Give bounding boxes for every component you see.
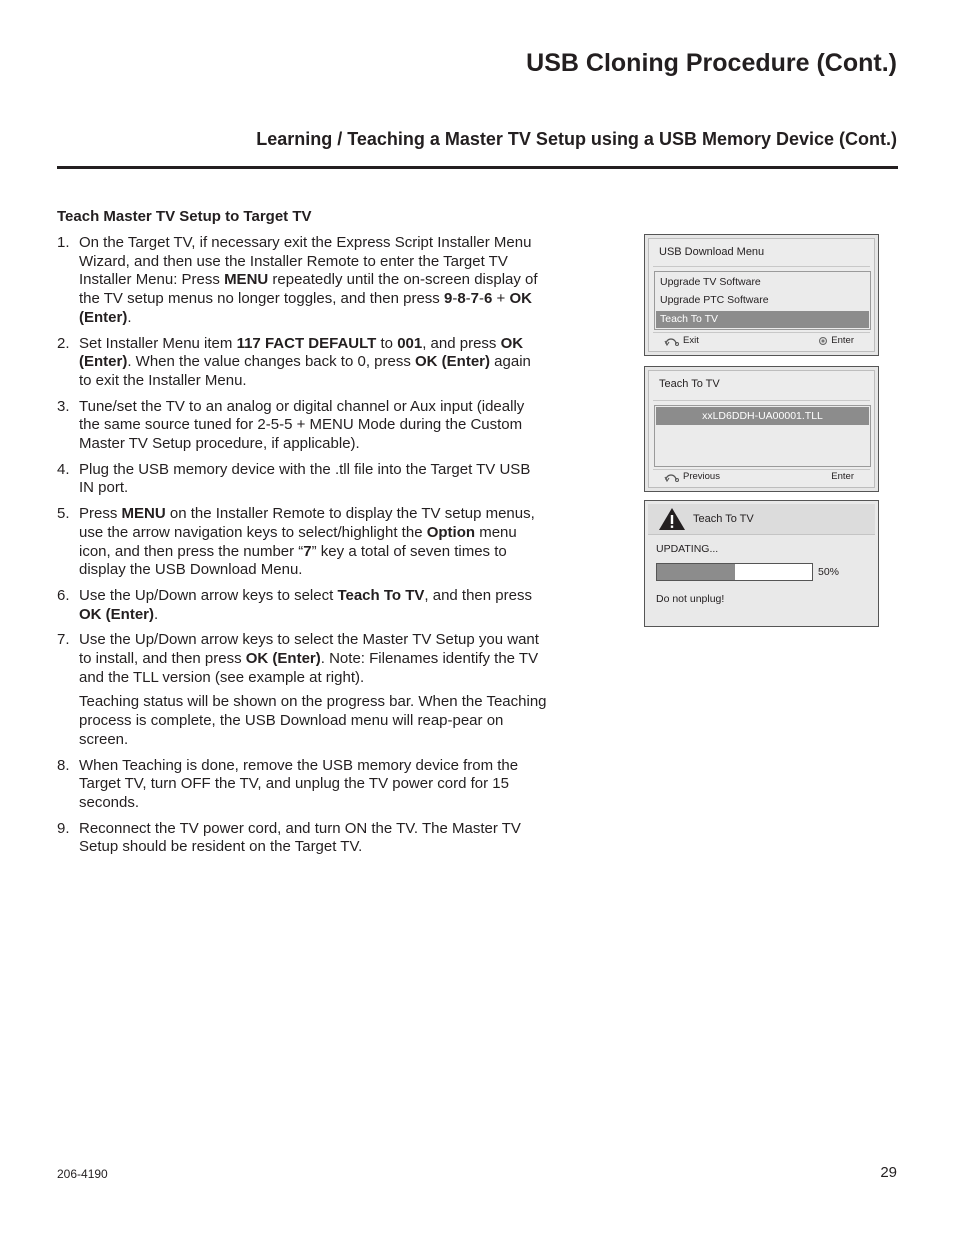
step-number: 5. [57, 505, 70, 523]
step-note: Teaching status will be shown on the progress bar. When the Teaching process is complete, the USB Download menu will reap-pear on screen. [79, 693, 547, 748]
osd-divider [653, 266, 870, 267]
step-number: 3. [57, 397, 70, 415]
step-item [57, 820, 547, 857]
enter-label: Enter [831, 335, 854, 346]
step-item [57, 505, 547, 580]
step-item [57, 631, 547, 749]
document-number: 206-4190 [57, 1167, 108, 1181]
step-number: 1. [57, 234, 70, 251]
menu-item-upgrade-tv-software[interactable]: Upgrade TV Software [660, 276, 761, 288]
step-number: 6. [57, 586, 70, 604]
enter-label: Enter [831, 471, 854, 482]
progress-title: Teach To TV [693, 513, 754, 525]
step-number: 7. [57, 631, 70, 649]
step-text: When Teaching is done, remove the USB memory device from the Target TV, turn OFF the TV, and unplug the TV power cord for 15 seconds. [79, 756, 519, 811]
file-item[interactable]: xxLD6DDH-UA00001.TLL [656, 407, 869, 425]
steps-list [57, 234, 547, 864]
step-number: 2. [57, 334, 70, 352]
step-text: Tune/set the TV to an analog or digital channel or Aux input (ideally the same source tuned for 2-5-5 + MENU Mode during the Custom Master TV Setup procedure, if applicable). [79, 397, 525, 453]
previous-label: Previous [683, 471, 720, 482]
page-title: USB Cloning Procedure (Cont.) [526, 49, 897, 77]
usb-download-menu-screen [644, 234, 879, 356]
step-text: Use the Up/Down arrow keys to select the Master TV Setup you want to install, and then press OK (Enter). Note: Filenames identify the TV and the TLL version (see example at right). [79, 631, 539, 686]
subhead: Teach Master TV Setup to Target TV [57, 208, 312, 225]
step-text: Plug the USB memory device with the .tll file into the Target TV USB IN port. [79, 460, 531, 497]
osd-divider [653, 332, 870, 333]
progress-fill [657, 564, 735, 580]
exit-label: Exit [683, 335, 699, 346]
step-number: 4. [57, 460, 70, 478]
osd-panel [648, 238, 875, 352]
step-number: 9. [57, 819, 70, 837]
step-item [57, 234, 547, 328]
osd-title: Teach To TV [659, 378, 720, 390]
step-text: Reconnect the TV power cord, and turn ON the TV. The Master TV Setup should be resident on the Target TV. [79, 819, 521, 856]
step-item [57, 398, 547, 454]
enter-button[interactable] [831, 471, 854, 482]
step-item [57, 587, 547, 624]
step-item [57, 757, 547, 813]
step-item [57, 335, 547, 391]
enter-button[interactable] [819, 335, 854, 346]
step-text: Press MENU on the Installer Remote to display the TV setup menus, use the arrow navigation keys to select/highlight the Option menu icon, and then press the number “7” key a total of seven times to display the USB Download Menu. [79, 505, 535, 579]
ok-icon [819, 337, 827, 345]
back-icon [664, 336, 680, 346]
header-rule [57, 166, 898, 169]
osd-menu-list [654, 271, 871, 330]
updating-status: UPDATING... [656, 543, 719, 555]
menu-item-upgrade-ptc-software[interactable]: Upgrade PTC Software [660, 294, 769, 306]
unplug-warning: Do not unplug! [656, 593, 725, 605]
osd-divider [653, 469, 870, 470]
page-number: 29 [880, 1164, 897, 1181]
warning-icon [658, 507, 686, 531]
teach-to-tv-screen [644, 366, 879, 492]
osd-divider [653, 400, 870, 401]
previous-button[interactable] [664, 471, 720, 482]
section-title: Learning / Teaching a Master TV Setup using a USB Memory Device (Cont.) [256, 129, 897, 149]
file-list [654, 405, 871, 467]
step-text: Use the Up/Down arrow keys to select Teach To TV, and then press OK (Enter). [79, 586, 532, 623]
progress-percent: 50% [818, 566, 840, 578]
progress-header [648, 504, 875, 535]
menu-item-teach-to-tv[interactable]: Teach To TV [656, 311, 869, 328]
step-text: On the Target TV, if necessary exit the Express Script Installer Menu Wizard, and then use the Installer Remote to enter the Target TV Installer Menu: Press MENU repeatedly until the on-screen display of the TV setup menus no longer toggles, and then press 9-8-7-6 + OK (Enter). [79, 234, 538, 326]
step-text: Set Installer Menu item 117 FACT DEFAULT to 001, and press OK (Enter). When the value changes back to 0, press OK (Enter) again to exit the Installer Menu. [79, 334, 531, 389]
osd-panel [648, 370, 875, 488]
exit-button[interactable] [664, 335, 699, 346]
step-number: 8. [57, 756, 70, 774]
step-item [57, 461, 547, 498]
osd-title: USB Download Menu [659, 246, 765, 258]
back-icon [664, 472, 680, 482]
teach-progress-screen [644, 500, 879, 627]
progress-bar [656, 563, 813, 581]
